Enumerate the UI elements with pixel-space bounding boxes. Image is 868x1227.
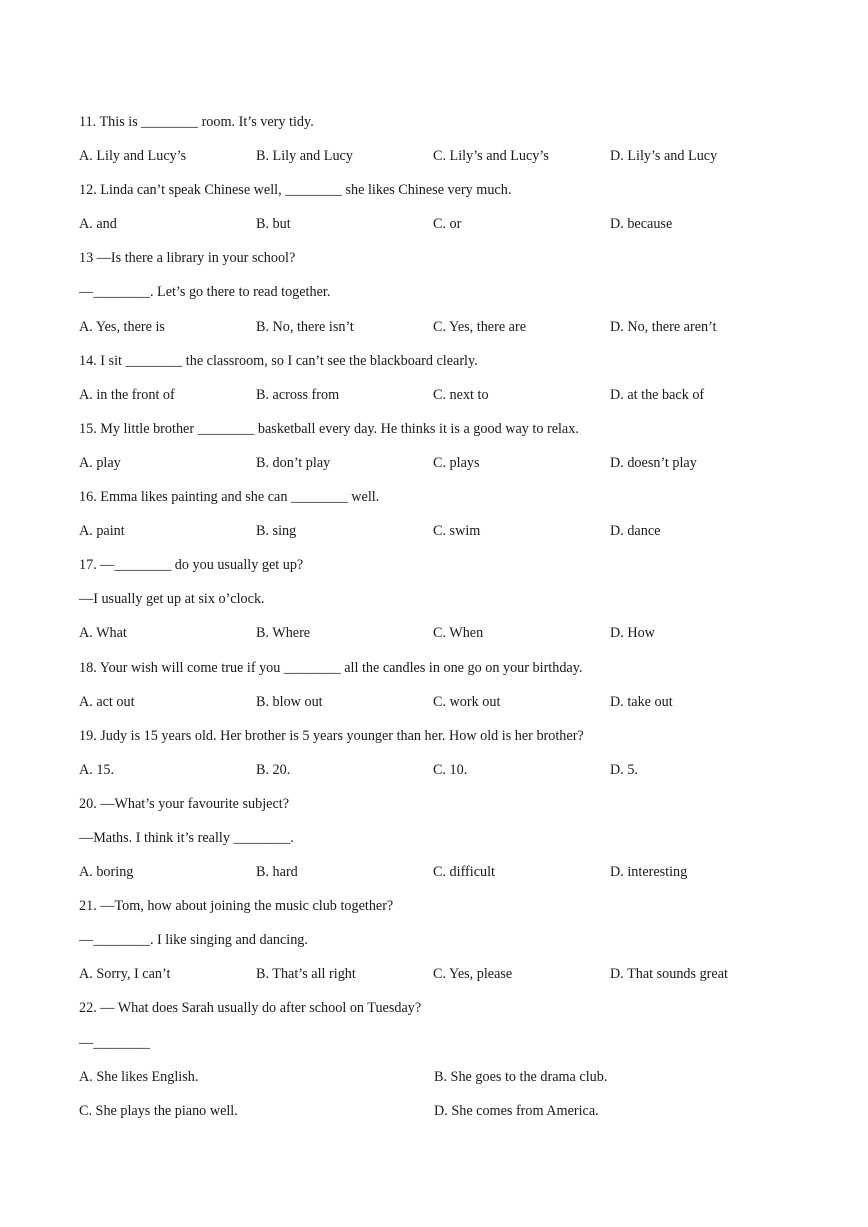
question-text: 20. —What’s your favourite subject?	[79, 795, 289, 812]
question-text: —________	[79, 1034, 150, 1051]
options-row	[79, 523, 799, 557]
answer-option: D. That sounds great	[610, 966, 728, 983]
question-stem	[79, 796, 799, 830]
answer-option: D. How	[610, 625, 655, 642]
question-stem	[79, 353, 799, 387]
question-block	[79, 728, 799, 796]
question-block	[79, 1000, 799, 1136]
question-block	[79, 796, 799, 898]
answer-option: D. She comes from America.	[434, 1102, 599, 1119]
question-text: —I usually get up at six o’clock.	[79, 591, 265, 608]
question-text: 19. Judy is 15 years old. Her brother is 5 years younger than her. How old is her brother?	[79, 727, 584, 744]
question-block	[79, 421, 799, 489]
answer-option: C. She plays the piano well.	[79, 1102, 238, 1119]
question-stem	[79, 728, 799, 762]
answer-option: B. but	[256, 216, 291, 233]
answer-option: A. paint	[79, 523, 125, 540]
answer-option: D. take out	[610, 693, 673, 710]
question-block	[79, 114, 799, 182]
answer-option: C. difficult	[433, 864, 496, 881]
question-text: 18. Your wish will come true if you ________ all the candles in one go on your birthday.	[79, 659, 583, 676]
question-text: 15. My little brother ________ basketball every day. He thinks it is a good way to relax.	[79, 420, 579, 437]
question-text: 22. — What does Sarah usually do after school on Tuesday?	[79, 1000, 422, 1017]
options-row	[79, 625, 799, 659]
dialogue-line	[79, 932, 799, 966]
question-block	[79, 660, 799, 728]
options-row	[79, 319, 799, 353]
question-list	[79, 114, 799, 1137]
question-text: 16. Emma likes painting and she can ________ well.	[79, 489, 380, 506]
answer-option: B. She goes to the drama club.	[434, 1068, 608, 1085]
answer-option: B. sing	[256, 523, 297, 540]
dialogue-line	[79, 1035, 799, 1069]
options-row	[79, 864, 799, 898]
answer-option: C. swim	[433, 523, 481, 540]
answer-option: A. What	[79, 625, 127, 642]
question-block	[79, 182, 799, 250]
question-text: 11. This is ________ room. It’s very tidy.	[79, 114, 314, 130]
options-row	[79, 1069, 799, 1103]
answer-option: C. work out	[433, 693, 501, 710]
dialogue-line	[79, 591, 799, 625]
answer-option: A. She likes English.	[79, 1068, 199, 1085]
answer-option: B. hard	[256, 864, 298, 881]
question-stem	[79, 250, 799, 284]
question-text: 14. I sit ________ the classroom, so I can’t see the blackboard clearly.	[79, 352, 478, 369]
question-text: 21. —Tom, how about joining the music club together?	[79, 898, 394, 915]
question-block	[79, 489, 799, 557]
options-row	[79, 216, 799, 250]
answer-option: B. That’s all right	[256, 966, 356, 983]
answer-option: D. Lily’s and Lucy	[610, 148, 718, 165]
answer-option: A. Sorry, I can’t	[79, 966, 171, 983]
question-text: 12. Linda can’t speak Chinese well, ________ she likes Chinese very much.	[79, 182, 512, 199]
answer-option: A. Yes, there is	[79, 318, 165, 335]
answer-option: D. because	[610, 216, 673, 233]
answer-option: B. don’t play	[256, 454, 331, 471]
answer-option: D. at the back of	[610, 386, 705, 403]
options-row	[79, 966, 799, 1000]
answer-option: D. interesting	[610, 864, 688, 881]
options-row	[79, 455, 799, 489]
question-block	[79, 557, 799, 659]
answer-option: C. Lily’s and Lucy’s	[433, 148, 549, 165]
question-block	[79, 898, 799, 1000]
answer-option: B. blow out	[256, 693, 323, 710]
answer-option: B. across from	[256, 386, 340, 403]
question-stem	[79, 1000, 799, 1034]
question-text: —________. I like singing and dancing.	[79, 932, 308, 949]
question-block	[79, 353, 799, 421]
answer-option: C. 10.	[433, 761, 468, 778]
question-stem	[79, 660, 799, 694]
question-stem	[79, 489, 799, 523]
answer-option: A. play	[79, 454, 121, 471]
answer-option: B. Lily and Lucy	[256, 148, 353, 165]
answer-option: A. boring	[79, 864, 134, 881]
answer-option: D. 5.	[610, 761, 638, 778]
answer-option: C. or	[433, 216, 462, 233]
question-text: 17. —________ do you usually get up?	[79, 557, 304, 574]
answer-option: A. act out	[79, 693, 135, 710]
answer-option: A. 15.	[79, 761, 115, 778]
dialogue-line	[79, 284, 799, 318]
answer-option: C. When	[433, 625, 484, 642]
dialogue-line	[79, 830, 799, 864]
answer-option: B. Where	[256, 625, 311, 642]
answer-option: A. and	[79, 216, 117, 233]
answer-option: B. No, there isn’t	[256, 318, 354, 335]
answer-option: C. plays	[433, 454, 480, 471]
answer-option: D. No, there aren’t	[610, 318, 717, 335]
options-row	[79, 694, 799, 728]
question-text: 13 —Is there a library in your school?	[79, 250, 296, 267]
answer-option: B. 20.	[256, 761, 291, 778]
answer-option: A. in the front of	[79, 386, 175, 403]
answer-option: C. Yes, please	[433, 966, 513, 983]
question-text: —________. Let’s go there to read together.	[79, 284, 331, 301]
answer-option: C. Yes, there are	[433, 318, 526, 335]
question-stem	[79, 182, 799, 216]
answer-option: D. doesn’t play	[610, 454, 697, 471]
question-stem	[79, 898, 799, 932]
answer-option: C. next to	[433, 386, 489, 403]
options-row	[79, 1103, 799, 1137]
question-stem	[79, 114, 799, 148]
question-block	[79, 250, 799, 352]
options-row	[79, 762, 799, 796]
options-row	[79, 387, 799, 421]
answer-option: D. dance	[610, 523, 661, 540]
options-row	[79, 148, 799, 182]
answer-option: A. Lily and Lucy’s	[79, 148, 187, 165]
question-text: —Maths. I think it’s really ________.	[79, 829, 294, 846]
question-stem	[79, 421, 799, 455]
question-stem	[79, 557, 799, 591]
